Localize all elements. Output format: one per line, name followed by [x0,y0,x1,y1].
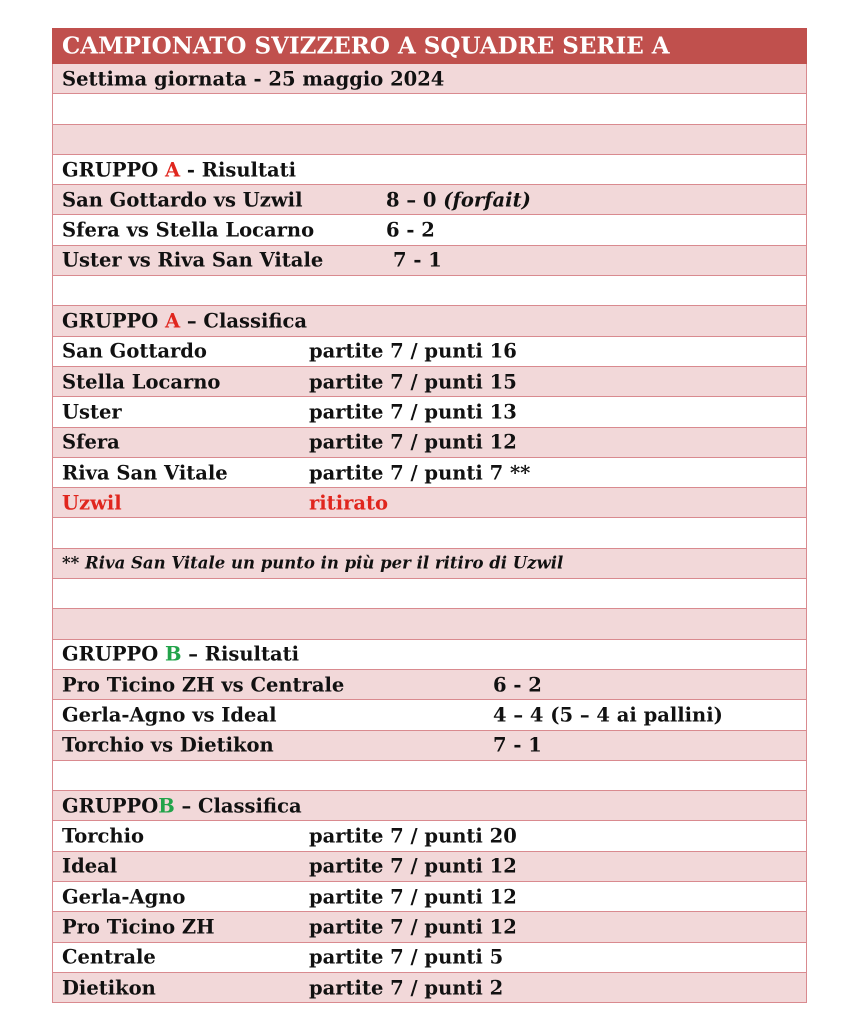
empty-row [52,94,807,124]
table-row [52,428,807,458]
team-stats: partite 7 / punti 12 [309,885,517,909]
match-name: Gerla-Agno vs Ideal [62,703,277,727]
group-b-results-heading [52,640,807,670]
table-row [52,367,807,397]
match-name: Uster vs Riva San Vitale [62,248,324,272]
match-score: 7 - 1 [393,248,442,272]
match-name: Torchio vs Dietikon [62,733,274,757]
match-name: San Gottardo vs Uzwil [62,188,303,212]
heading-prefix: GRUPPO [62,158,165,182]
team-name: Uster [62,400,122,424]
group-a-standings-heading [52,306,807,336]
team-name: Dietikon [62,976,156,1000]
footnote: ** Riva San Vitale un punto in più per il ritiro di Uzwil [62,553,564,573]
table-row [52,912,807,942]
team-name: Torchio [62,824,145,848]
withdrawn-status: ritirato [309,491,389,515]
match-name: Sfera vs Stella Locarno [62,218,315,242]
team-stats: partite 7 / punti 12 [309,430,517,454]
empty-row [52,518,807,548]
table-row [52,337,807,367]
team-name: San Gottardo [62,339,207,363]
match-score: 4 – 4 (5 – 4 ai pallini) [493,703,723,727]
team-stats: partite 7 / punti 20 [309,824,517,848]
team-name: Riva San Vitale [62,461,228,484]
empty-row [52,125,807,155]
table-row [52,185,807,215]
empty-row [52,761,807,791]
team-stats: partite 7 / punti 2 [309,976,504,1000]
match-score: 6 - 2 [493,673,542,697]
table-row [52,246,807,276]
heading-prefix: GRUPPO [62,794,159,818]
group-a-results-heading [52,155,807,185]
page-title: CAMPIONATO SVIZZERO A SQUADRE SERIE A [62,32,670,60]
team-stats: partite 7 / punti 15 [309,370,517,394]
team-name: Stella Locarno [62,370,221,394]
match-score: 8 – 0 [386,188,437,212]
table-row [52,458,807,488]
team-name: Ideal [62,854,118,878]
team-name: Sfera [62,430,120,454]
table-row [52,943,807,973]
table-row [52,215,807,245]
team-stats: partite 7 / punti 13 [309,400,517,424]
team-name: Gerla-Agno [62,885,186,909]
table-row [52,700,807,730]
matchday-subtitle: Settima giornata - 25 maggio 2024 [62,67,445,91]
withdrawn-team: Uzwil [62,491,122,515]
match-name: Pro Ticino ZH vs Centrale [62,673,345,697]
group-letter-b: B [164,642,182,666]
championship-table [52,28,807,1003]
heading-prefix: GRUPPO [62,309,165,333]
heading-suffix: - Risultati [180,158,297,182]
footnote-row [52,549,807,579]
subtitle-row [52,64,807,94]
table-row [52,397,807,427]
table-row [52,973,807,1003]
heading-suffix: – Classifica [174,794,302,818]
empty-row [52,276,807,306]
table-row [52,731,807,761]
heading-prefix: GRUPPO [62,642,165,666]
table-row [52,670,807,700]
team-name: Centrale [62,945,156,969]
table-row [52,821,807,851]
table-title-row [52,28,807,64]
table-row [52,852,807,882]
team-stats: partite 7 / punti 12 [309,915,517,939]
withdrawn-row [52,488,807,518]
group-letter-a: A [164,158,181,182]
team-stats: partite 7 / punti 7 ** [309,461,531,484]
group-b-standings-heading [52,791,807,821]
match-score: 7 - 1 [493,733,542,757]
match-note: (forfait) [443,188,531,212]
table-row [52,882,807,912]
empty-row [52,579,807,609]
team-stats: partite 7 / punti 5 [309,945,504,969]
team-stats: partite 7 / punti 12 [309,854,517,878]
heading-suffix: – Classifica [180,309,308,333]
group-letter-b: B [158,794,175,818]
team-stats: partite 7 / punti 16 [309,339,517,363]
match-score: 6 - 2 [386,218,435,242]
heading-suffix: – Risultati [181,642,300,666]
team-name: Pro Ticino ZH [62,915,215,939]
group-letter-a: A [164,309,181,333]
empty-row [52,609,807,639]
